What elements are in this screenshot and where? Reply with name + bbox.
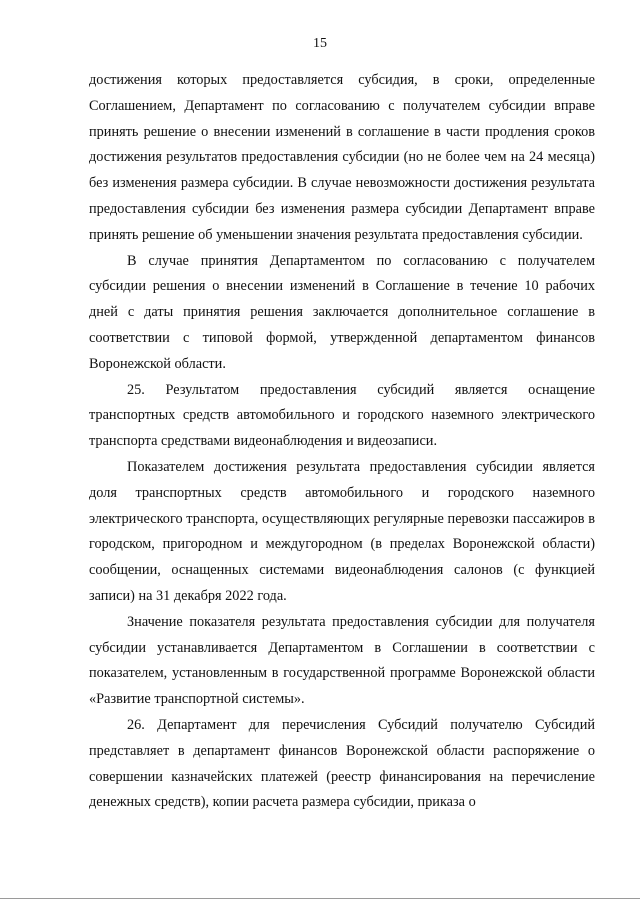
page-bottom-rule: [0, 898, 640, 899]
document-body: [89, 68, 595, 816]
page-number: 15: [313, 36, 327, 51]
paragraph-6: 26. Департамент для перечисления Субсидий получателю Субсидий представляет в департамент финансов Воронежской области распоряжение о совершении казначейских платежей (реестр финансирования на перечисление денежных средств), копии расчета размера субсидии, приказа о: [89, 716, 595, 811]
paragraph-1: достижения которых предоставляется субсидия, в сроки, определенные Соглашением, Департамент по согласованию с получателем субсидии вправе принять решение о внесении изменений в соглашение в части продления сроков достижения результатов предоставления субсидии (но не более чем на 24 месяца) без изменения размера субсидии. В случае невозможности достижения результата предоставления субсидии без изменения размера субсидии Департамент вправе принять решение об уменьшении значения результата предоставления субсидии.: [89, 72, 595, 243]
paragraph-5: Значение показателя результата предоставления субсидии для получателя субсидии устанавливается Департаментом в Соглашении в соответствии с показателем, установленным в государственной программе Воронежской области «Развитие транспортной системы».: [89, 613, 595, 708]
paragraph-3: 25. Результатом предоставления субсидий является оснащение транспортных средств автомобильного и городского наземного электрического транспорта средствами видеонаблюдения и видеозаписи.: [89, 381, 595, 450]
paragraph-4: Показателем достижения результата предоставления субсидии является доля транспортных средств автомобильного и городского наземного электрического транспорта, осуществляющих регулярные перевозки пассажиров в городском, пригородном и междугородном (в пределах Воронежской области) сообщении, оснащенных системами видеонаблюдения салонов (с функцией записи) на 31 декабря 2022 года.: [89, 458, 595, 604]
paragraph-2: В случае принятия Департаментом по согласованию с получателем субсидии решения о внесении изменений в Соглашение в течение 10 рабочих дней с даты принятия решения заключается дополнительное соглашение в соответствии с типовой формой, утвержденной департаментом финансов Воронежской области.: [89, 252, 595, 372]
